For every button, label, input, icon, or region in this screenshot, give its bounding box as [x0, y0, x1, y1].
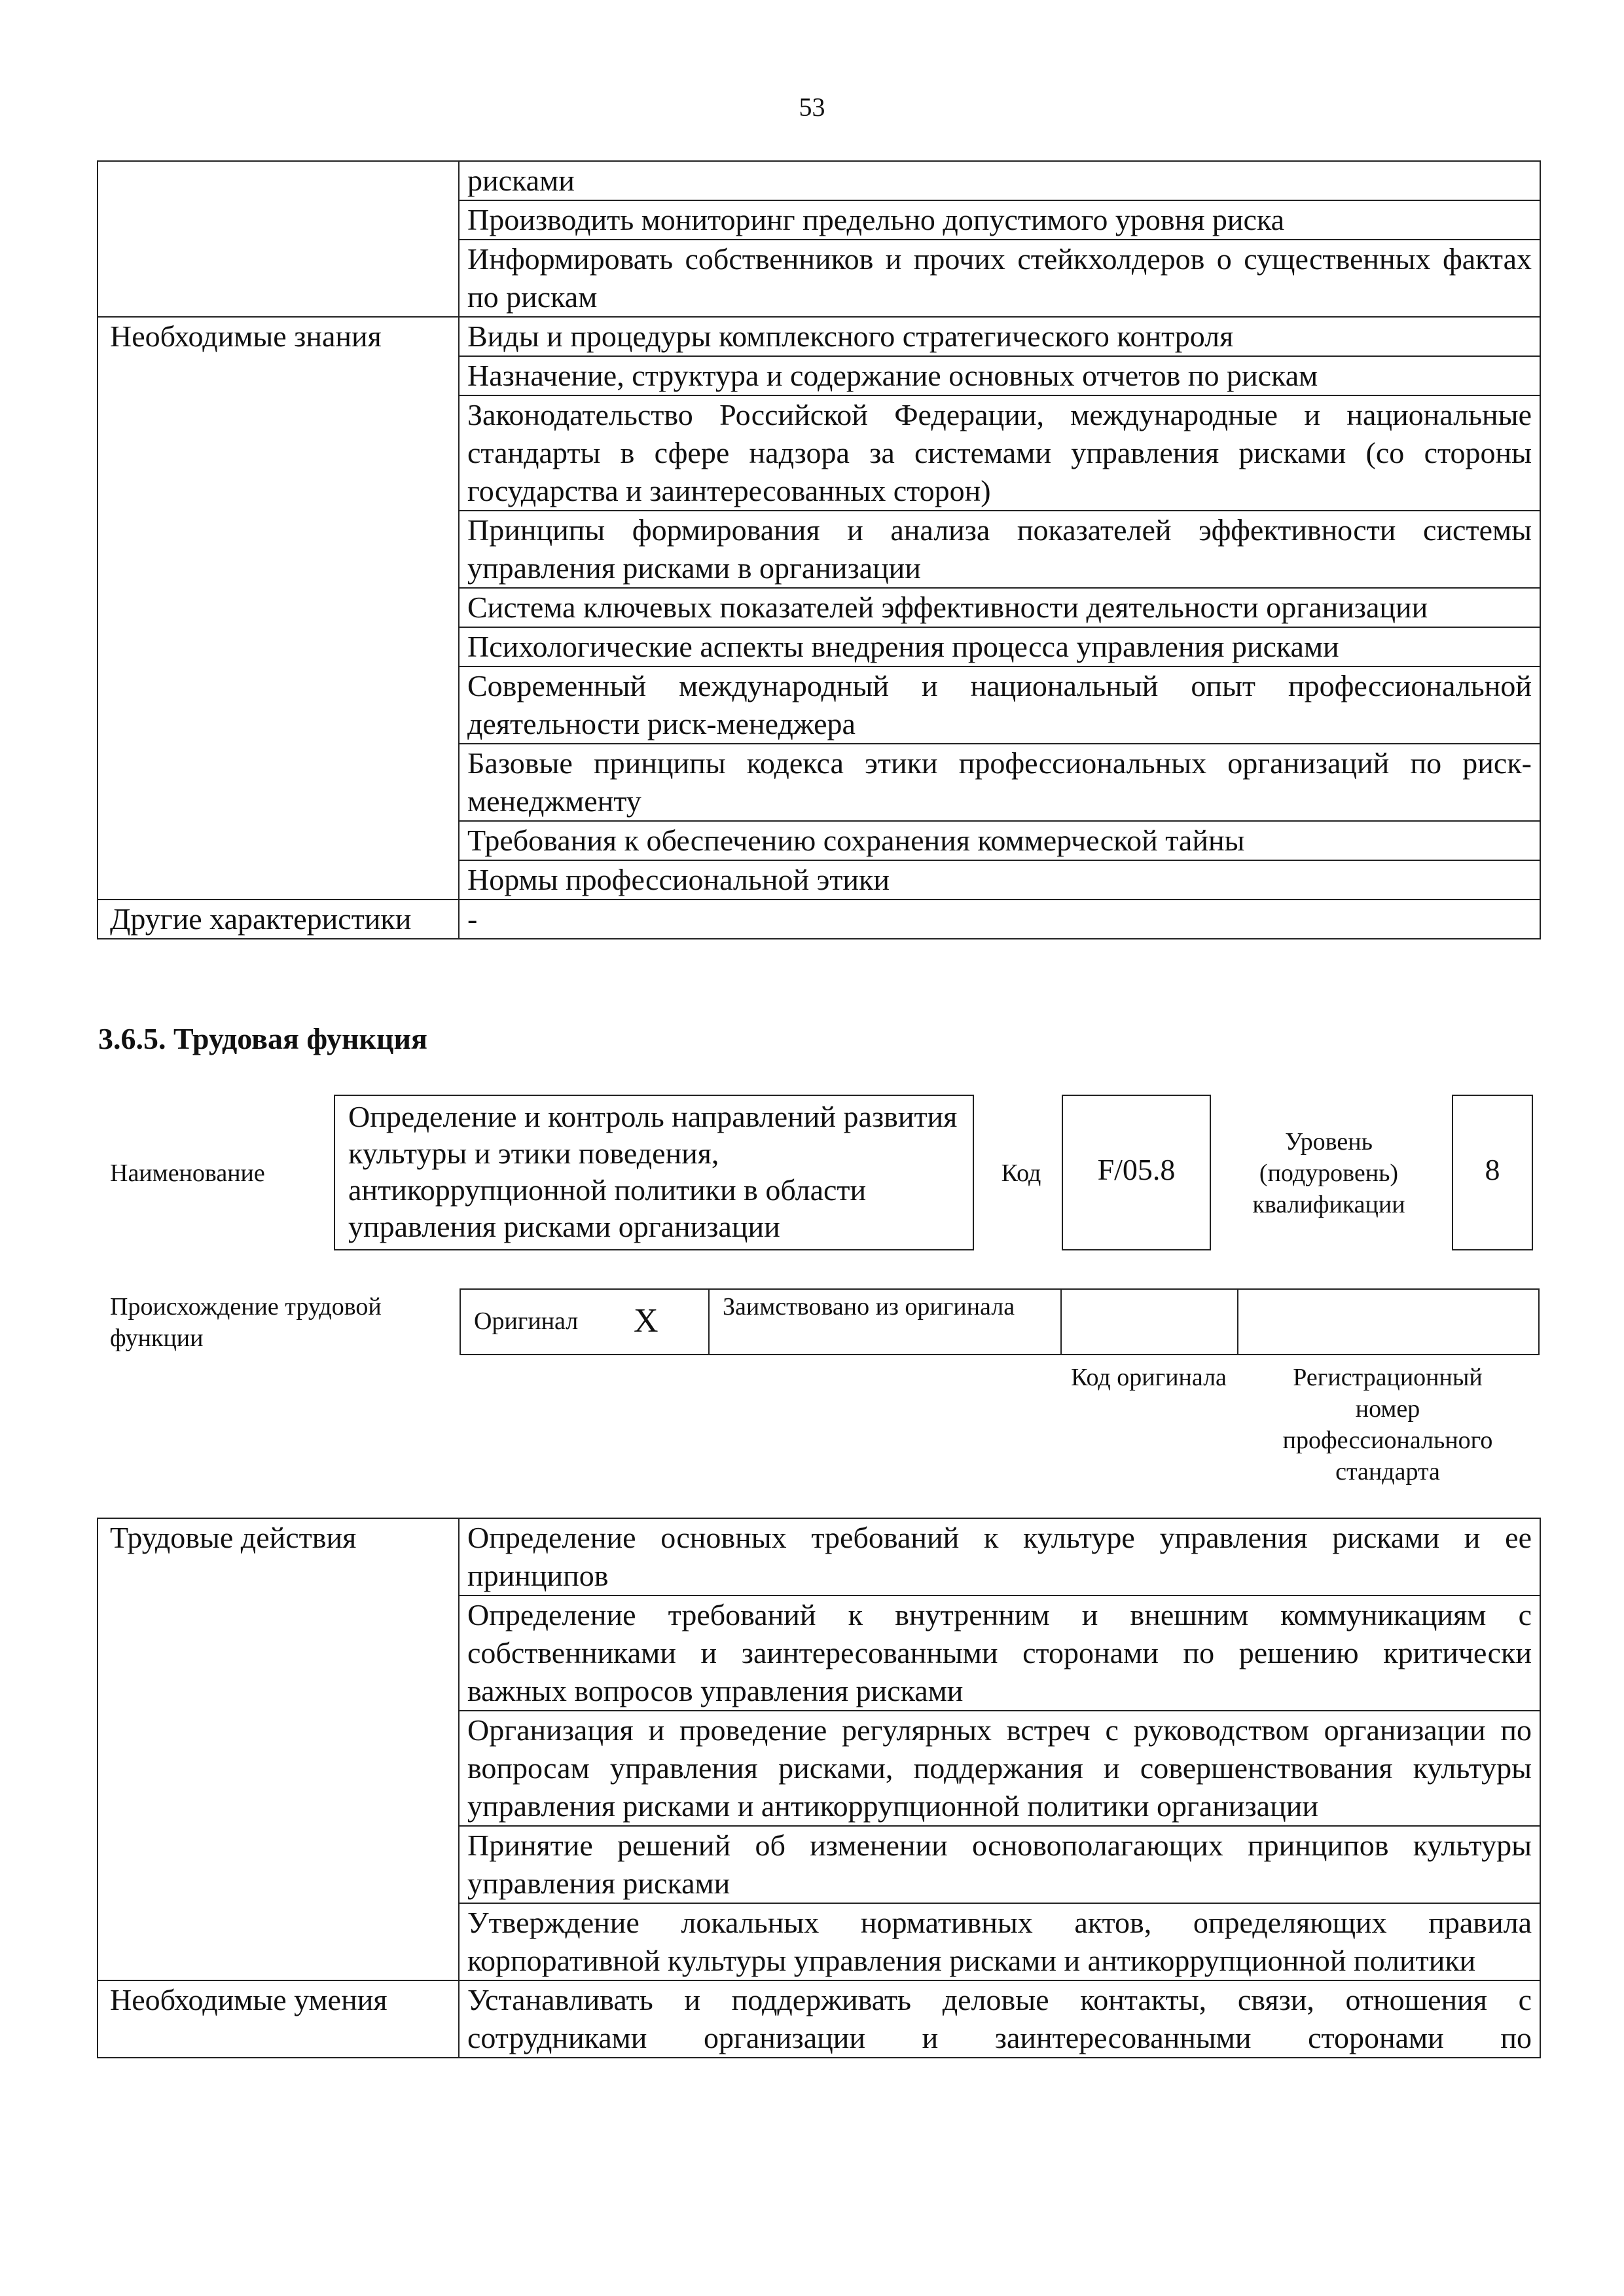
table-row	[98, 900, 1540, 939]
table-cell: Нормы профессиональной этики	[459, 860, 1540, 900]
table-cell: Психологические аспекты внедрения процесса управления рисками	[459, 627, 1540, 666]
original-mark: X	[634, 1302, 659, 1339]
table-cell: Требования к обеспечению сохранения коммерческой тайны	[459, 821, 1540, 860]
code-value-box: F/05.8	[1062, 1095, 1211, 1250]
table-cell: Система ключевых показателей эффективности деятельности организации	[459, 588, 1540, 627]
level-label: Уровень (подуровень) квалификации	[1252, 1128, 1405, 1218]
reg-number-label: Регистрационный номер профессионального стандарта	[1282, 1364, 1493, 1485]
table-cell: Современный международный и национальный опыт профессиональной деятельности риск-менеджера	[459, 666, 1540, 744]
level-value-box: 8	[1452, 1095, 1533, 1250]
table-cell: Принятие решений об изменении основополагающих принципов культуры управления рисками	[459, 1826, 1540, 1903]
table-row	[98, 161, 1540, 200]
table-cell: Базовые принципы кодекса этики профессиональных организаций по риск-менеджменту	[459, 744, 1540, 821]
function-name-box: Определение и контроль направлений развития культуры и этики поведения, антикоррупционной политики в области управления рисками организации	[334, 1095, 974, 1250]
skills-label: Необходимые умения	[98, 1980, 459, 2058]
table-cell: Организация и проведение регулярных встреч с руководством организации по вопросам управления рисками, поддержания и совершенствования культуры управления рисками и антикоррупционной политики организации	[459, 1711, 1540, 1826]
other-characteristics-label: Другие характеристики	[98, 900, 459, 939]
knowledge-label: Необходимые знания	[98, 317, 459, 900]
code-label: Код	[1001, 1159, 1041, 1187]
table-cell: рисками	[459, 161, 1540, 200]
continuation-label-cell	[98, 161, 459, 317]
divider	[1060, 1288, 1062, 1355]
name-label: Наименование	[110, 1159, 265, 1187]
table-row	[98, 1518, 1540, 1595]
table-cell: Виды и процедуры комплексного стратегического контроля	[459, 317, 1540, 356]
other-characteristics-value: -	[459, 900, 1540, 939]
table-cell: Определение требований к внутренним и внешним коммуникациям с собственниками и заинтересованными сторонами по решению критически важных вопросов управления рисками	[459, 1595, 1540, 1711]
table-cell: Законодательство Российской Федерации, международные и национальные стандарты в сфере надзора за системами управления рисками (со стороны государства и заинтересованных сторон)	[459, 395, 1540, 511]
table-cell: Утверждение локальных нормативных актов, определяющих правила корпоративной культуры управления рисками и антикоррупционной политики	[459, 1903, 1540, 1980]
divider	[1237, 1288, 1238, 1355]
table-cell: Назначение, структура и содержание основных отчетов по рискам	[459, 356, 1540, 395]
actions-label: Трудовые действия	[98, 1518, 459, 1980]
table-row	[98, 317, 1540, 356]
table-row	[98, 1980, 1540, 2058]
table-cell: Определение основных требований к культуре управления рисками и ее принципов	[459, 1518, 1540, 1595]
page-number: 53	[799, 92, 825, 122]
table-cell: Устанавливать и поддерживать деловые контакты, связи, отношения с сотрудниками организации и заинтересованными сторонами по	[459, 1980, 1540, 2058]
divider	[708, 1288, 710, 1355]
table-cell: Принципы формирования и анализа показателей эффективности системы управления рисками в организации	[459, 511, 1540, 588]
table-cell: Производить мониторинг предельно допустимого уровня риска	[459, 200, 1540, 240]
table-cell: Информировать собственников и прочих стейкхолдеров о существенных фактах по рискам	[459, 240, 1540, 317]
original-label: Оригинал	[474, 1307, 579, 1335]
section-title: 3.6.5. Трудовая функция	[98, 1022, 427, 1055]
borrowed-label: Заимствовано из оригинала	[723, 1293, 1015, 1321]
original-code-label: Код оригинала	[1071, 1364, 1227, 1391]
actions-table	[97, 1518, 1541, 2058]
knowledge-table	[97, 160, 1541, 939]
origin-label: Происхождение трудовой функции	[110, 1293, 382, 1352]
